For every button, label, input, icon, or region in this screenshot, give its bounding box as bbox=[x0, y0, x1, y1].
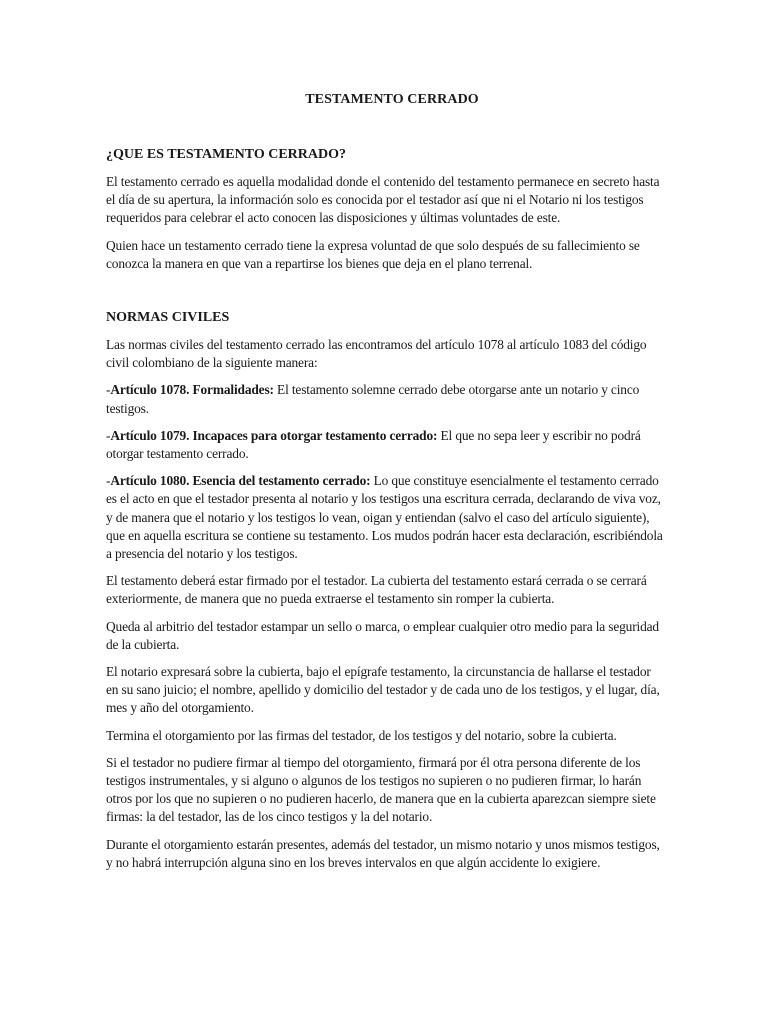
article-heading: Artículo 1079. Incapaces para otorgar testamento cerrado: bbox=[110, 427, 438, 443]
article-1078 bbox=[106, 381, 666, 417]
section-heading-normas-civiles: NORMAS CIVILES bbox=[106, 310, 230, 326]
paragraph: Queda al arbitrio del testador estampar un sello o marca, o emplear cualquier otro medio para la seguridad de la cubierta. bbox=[106, 618, 659, 652]
document-page bbox=[106, 92, 666, 881]
paragraph: Quien hace un testamento cerrado tiene la expresa voluntad de que solo después de su fallecimiento se conozca la manera en que van a repartirse los bienes que deja en el plano terrenal. bbox=[106, 237, 640, 271]
article-text: Lo que constituye esencialmente el testamento cerrado es el acto en que el testador presenta al notario y los testigos una escritura cerrada, declarando de viva voz, y de manera que el notario y los testigos lo vean, oigan y entiendan (salvo el caso del artículo siguiente), que en aquella escritura se contiene su testamento. Los mudos podrán hacer esta declaración, escribiéndola a presencia del notario y los testigos. bbox=[106, 473, 663, 562]
section-heading-que-es: ¿QUE ES TESTAMENTO CERRADO? bbox=[106, 147, 346, 162]
paragraph: El testamento deberá estar firmado por el testador. La cubierta del testamento estará cerrada o se cerrará exteriormente, de manera que no pueda extraerse el testamento sin romper la cubierta. bbox=[106, 573, 647, 607]
article-1080 bbox=[106, 472, 666, 563]
paragraph: Durante el otorgamiento estarán presentes, además del testador, un mismo notario y unos mismos testigos, y no habrá interrupción alguna sino en los breves intervalos en que algún accidente lo exigiere. bbox=[106, 836, 660, 870]
document-title: TESTAMENTO CERRADO bbox=[305, 92, 479, 107]
paragraph-intro: Las normas civiles del testamento cerrado las encontramos del artículo 1078 al artículo 1083 del código civil colombiano de la siguiente manera: bbox=[106, 337, 647, 371]
paragraph: Si el testador no pudiere firmar al tiempo del otorgamiento, firmará por él otra persona diferente de los testigos instrumentales, y si alguno o algunos de los testigos no supieren o no pudieren firmar, lo harán otros por los que no supieren o no pudieren hacerlo, de manera que en la cubierta aparezcan siempre siete firmas: la del testador, las de los cinco testigos y la del notario. bbox=[106, 754, 656, 825]
article-prefix: - bbox=[106, 427, 111, 443]
article-1079 bbox=[106, 427, 666, 463]
article-prefix: - bbox=[106, 382, 111, 398]
paragraph: Termina el otorgamiento por las firmas del testador, de los testigos y del notario, sobre la cubierta. bbox=[106, 727, 617, 743]
article-text: El que no sepa leer y escribir no podrá otorgar testamento cerrado. bbox=[106, 427, 641, 462]
section-spacer bbox=[106, 282, 666, 309]
article-text: El testamento solemne cerrado debe otorgarse ante un notario y cinco testigos. bbox=[106, 382, 640, 416]
article-heading: Artículo 1078. Formalidades: bbox=[110, 382, 274, 398]
article-heading: Artículo 1080. Esencia del testamento cerrado: bbox=[110, 473, 371, 489]
paragraph: El notario expresará sobre la cubierta, bajo el epígrafe testamento, la circunstancia de hallarse el testador en su sano juicio; el nombre, apellido y domicilio del testador y de cada uno de los testigos, y el lugar, día, mes y año del otorgamiento. bbox=[106, 664, 660, 716]
paragraph: El testamento cerrado es aquella modalidad donde el contenido del testamento permanece en secreto hasta el día de su apertura, la información solo es conocida por el testador así que ni el Notario ni los testigos requeridos para celebrar el acto conocen las disposiciones y últimas voluntades de este. bbox=[106, 174, 660, 226]
article-prefix: - bbox=[106, 473, 111, 489]
